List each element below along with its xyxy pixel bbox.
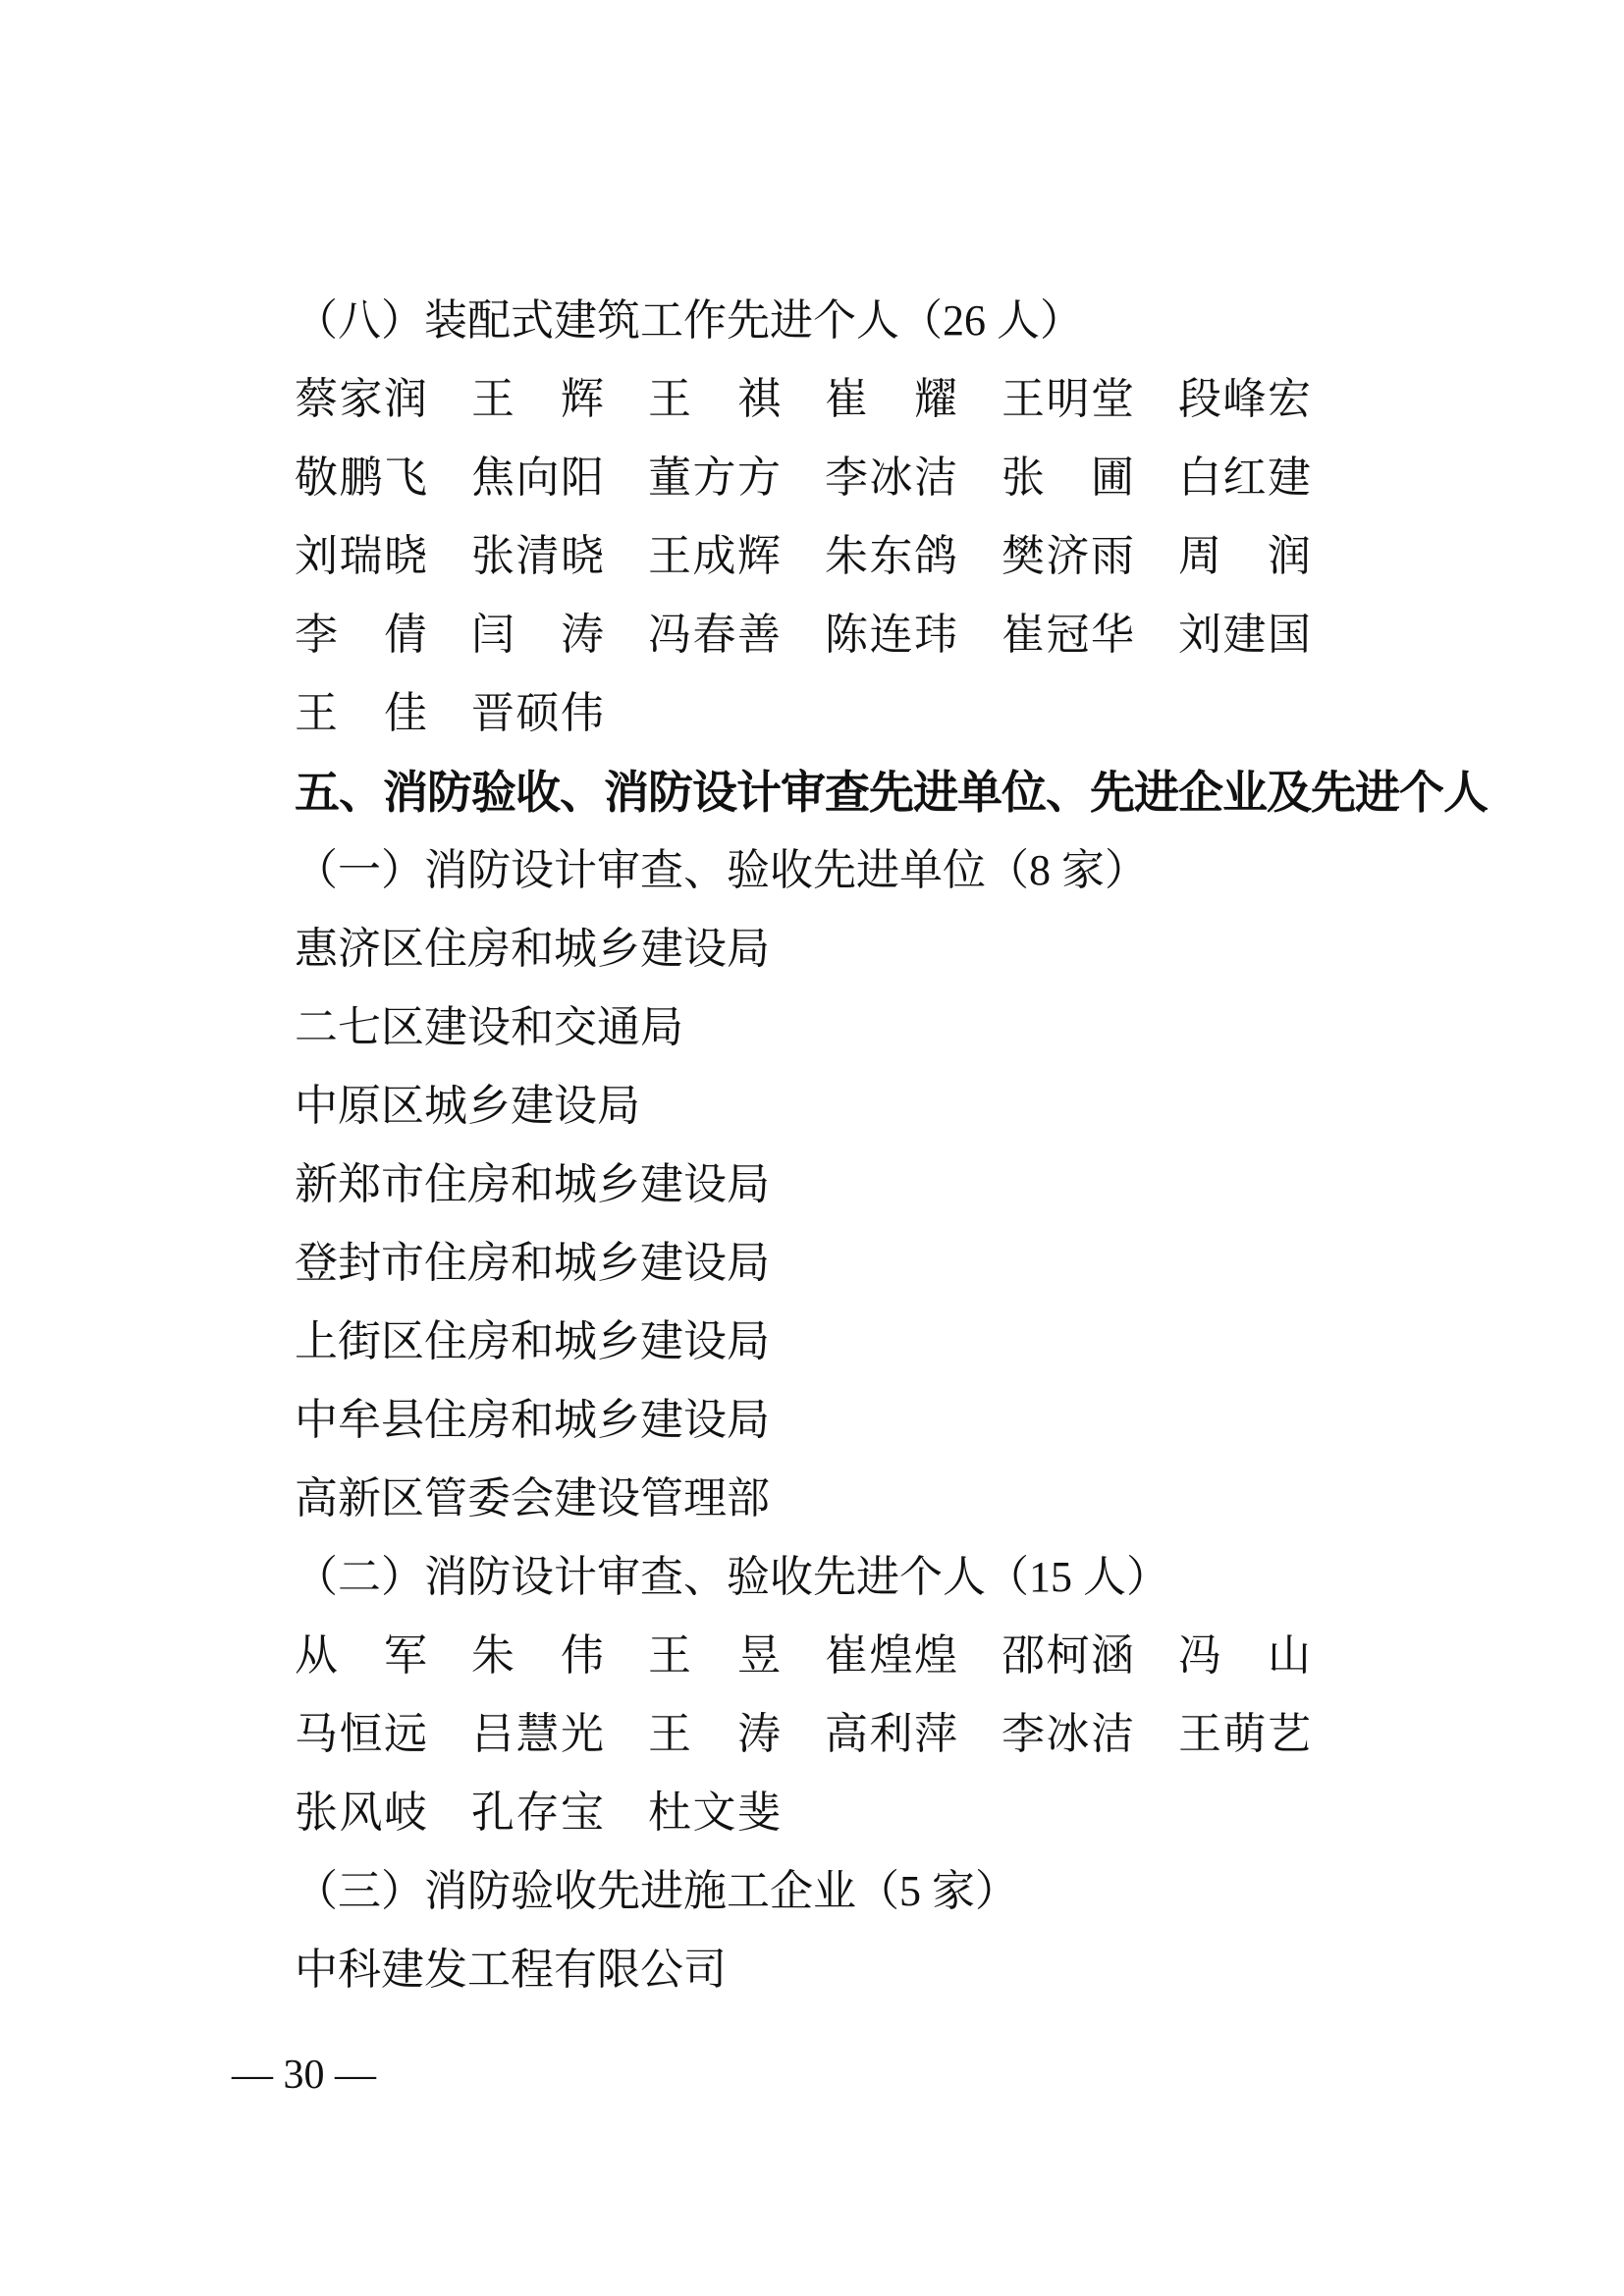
person-name: 白红建 [1178, 454, 1311, 502]
names-row [295, 1617, 1463, 1695]
subsection-heading-3: （三）消防验收先进施工企业（5 家） [295, 1867, 1018, 1915]
person-name: 冯山 [1178, 1631, 1311, 1680]
unit-item: 登封市住房和城乡建设局 [295, 1239, 770, 1287]
person-name: 董方方 [648, 454, 781, 502]
person-name: 陈连玮 [825, 611, 957, 659]
page-number: — 30 — [232, 2053, 376, 2098]
person-name: 从军 [295, 1631, 427, 1680]
names-row [295, 360, 1463, 439]
person-name: 王昱 [648, 1631, 781, 1680]
subsection-heading-1: （一）消防设计审查、验收先进单位（8 家） [295, 846, 1148, 894]
unit-item: 上街区住房和城乡建设局 [295, 1317, 770, 1365]
person-name: 吕慧光 [471, 1710, 604, 1758]
page-content [295, 282, 1488, 2009]
names-row [295, 596, 1463, 674]
person-name: 朱伟 [471, 1631, 604, 1680]
names-row [295, 439, 1463, 517]
person-name: 段峰宏 [1178, 375, 1311, 423]
person-name: 王涛 [648, 1710, 781, 1758]
subsection-heading-8: （八）装配式建筑工作先进个人（26 人） [295, 296, 1083, 345]
names-row [295, 1774, 1463, 1852]
person-name: 邵柯涵 [1001, 1631, 1134, 1680]
section-heading-5: 五、消防验收、消防设计审查先进单位、先进企业及先进个人 [295, 767, 1488, 818]
person-name: 王祺 [648, 375, 781, 423]
person-name: 晋硕伟 [471, 689, 604, 737]
person-name: 蔡家润 [295, 375, 427, 423]
person-name: 王萌艺 [1178, 1710, 1311, 1758]
person-name: 马恒远 [295, 1710, 427, 1758]
person-name: 崔耀 [825, 375, 957, 423]
unit-item: 中原区城乡建设局 [295, 1082, 640, 1130]
person-name: 李冰洁 [1001, 1710, 1134, 1758]
person-name: 焦向阳 [471, 454, 604, 502]
names-row [295, 674, 1463, 753]
person-name: 樊济雨 [1001, 532, 1134, 580]
person-name: 王成辉 [648, 532, 781, 580]
subsection-heading-2: （二）消防设计审查、验收先进个人（15 人） [295, 1553, 1169, 1601]
person-name: 李冰洁 [825, 454, 957, 502]
person-name: 崔冠华 [1001, 611, 1134, 659]
person-name: 王辉 [471, 375, 604, 423]
person-name: 张圃 [1001, 454, 1134, 502]
unit-item: 高新区管委会建设管理部 [295, 1474, 770, 1522]
person-name: 张清晓 [471, 532, 604, 580]
names-row [295, 517, 1463, 596]
person-name: 朱东鸽 [825, 532, 957, 580]
person-name: 李倩 [295, 611, 427, 659]
person-name: 孔存宝 [471, 1789, 604, 1837]
unit-item: 惠济区住房和城乡建设局 [295, 925, 770, 973]
person-name: 刘建国 [1178, 611, 1311, 659]
person-name: 刘瑞晓 [295, 532, 427, 580]
person-name: 张风岐 [295, 1789, 427, 1837]
person-name: 敬鹏飞 [295, 454, 427, 502]
person-name: 冯春善 [648, 611, 781, 659]
person-name: 周润 [1178, 532, 1311, 580]
company-item: 中科建发工程有限公司 [295, 1946, 727, 1994]
person-name: 高利萍 [825, 1710, 957, 1758]
unit-item: 二七区建设和交通局 [295, 1003, 683, 1051]
person-name: 崔煌煌 [825, 1631, 957, 1680]
names-row [295, 1695, 1463, 1774]
person-name: 王明堂 [1001, 375, 1134, 423]
unit-item: 中牟县住房和城乡建设局 [295, 1396, 770, 1444]
person-name: 杜文斐 [648, 1789, 781, 1837]
person-name: 闫涛 [471, 611, 604, 659]
person-name: 王佳 [295, 689, 427, 737]
unit-item: 新郑市住房和城乡建设局 [295, 1160, 770, 1208]
